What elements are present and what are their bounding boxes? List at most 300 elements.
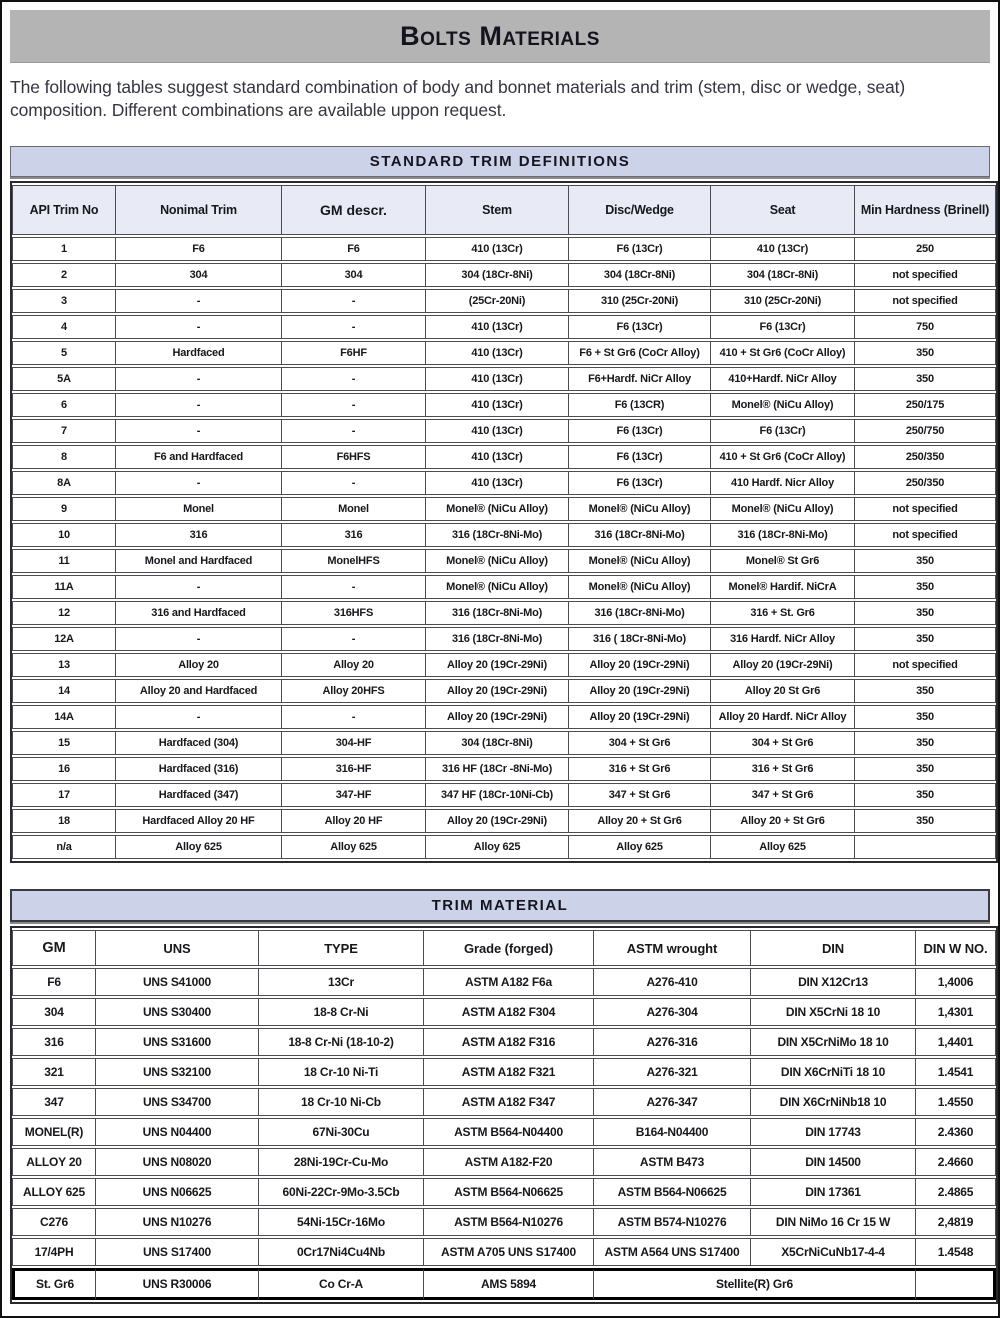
table-cell: 60Ni-22Cr-9Mo-3.5Cb	[259, 1178, 424, 1206]
table-cell: UNS S34700	[96, 1088, 259, 1116]
table-row	[12, 1208, 996, 1236]
table-cell: 13	[12, 653, 116, 677]
table-cell: Alloy 20 (19Cr-29Ni)	[426, 809, 569, 833]
table-cell: not specified	[855, 289, 996, 313]
table-row	[12, 341, 996, 365]
table-cell: Monel® (NiCu Alloy)	[426, 549, 569, 573]
table-cell: Alloy 625	[711, 835, 855, 859]
table-cell: DIN X5CrNi 18 10	[751, 998, 916, 1026]
table-cell: 304 + St Gr6	[569, 731, 711, 755]
table-cell: 12A	[12, 627, 116, 651]
table-cell: UNS N06625	[96, 1178, 259, 1206]
table-cell: F6	[116, 237, 282, 261]
table-cell: ASTM A705 UNS S17400	[424, 1238, 594, 1266]
table-cell: UNS S30400	[96, 998, 259, 1026]
table-cell: UNS S31600	[96, 1028, 259, 1056]
table-cell: Monel® (NiCu Alloy)	[711, 393, 855, 417]
table-cell: Stellite(R) Gr6	[594, 1268, 916, 1300]
table-cell: 350	[855, 627, 996, 651]
table-cell: F6HFS	[282, 445, 426, 469]
table-cell: 3	[12, 289, 116, 313]
table-cell: St. Gr6	[12, 1268, 96, 1300]
column-header: Grade (forged)	[424, 930, 594, 966]
table-cell: 2,4819	[916, 1208, 996, 1236]
standard-trim-table	[10, 181, 998, 863]
table-cell: MONEL(R)	[12, 1118, 96, 1146]
table-cell: 67Ni-30Cu	[259, 1118, 424, 1146]
table-cell: F6	[12, 968, 96, 996]
table-cell: 18 Cr-10 Ni-Cb	[259, 1088, 424, 1116]
table-cell: 304	[116, 263, 282, 287]
column-header: Disc/Wedge	[569, 185, 711, 235]
table-cell: Alloy 625	[569, 835, 711, 859]
table-row	[12, 315, 996, 339]
table-cell: Monel® (NiCu Alloy)	[569, 497, 711, 521]
table-cell: 9	[12, 497, 116, 521]
table-cell: Alloy 20 St Gr6	[711, 679, 855, 703]
table-cell: ASTM B564-N06625	[424, 1178, 594, 1206]
table-row	[12, 1028, 996, 1056]
table-cell: UNS N04400	[96, 1118, 259, 1146]
table-cell: A276-410	[594, 968, 751, 996]
table-cell: not specified	[855, 523, 996, 547]
table-cell: 347	[12, 1088, 96, 1116]
table-cell: 410+Hardf. NiCr Alloy	[711, 367, 855, 391]
table-cell: -	[116, 419, 282, 443]
table-cell: A276-347	[594, 1088, 751, 1116]
intro-paragraph: The following tables suggest standard combination of body and bonnet materials and trim (stem, disc or wedge, seat) composition. Different combinations are available uppon request.	[10, 77, 906, 121]
table-cell: F6+Hardf. NiCr Alloy	[569, 367, 711, 391]
standard-trim-title-band	[10, 146, 990, 177]
table-row	[12, 1118, 996, 1146]
table-cell: DIN X6CrNiNb18 10	[751, 1088, 916, 1116]
table-cell: F6 and Hardfaced	[116, 445, 282, 469]
table-row	[12, 1058, 996, 1086]
table-cell: 5A	[12, 367, 116, 391]
table-cell: Alloy 625	[282, 835, 426, 859]
table-cell: UNS R30006	[96, 1268, 259, 1300]
table-cell: 410 (13Cr)	[426, 471, 569, 495]
table-cell: 347 HF (18Cr-10Ni-Cb)	[426, 783, 569, 807]
standard-trim-table-header	[12, 185, 996, 235]
table-cell: -	[282, 289, 426, 313]
table-cell: Alloy 20HFS	[282, 679, 426, 703]
table-cell: 316 (18Cr-8Ni-Mo)	[569, 601, 711, 625]
table-cell: F6 (13CR)	[569, 393, 711, 417]
table-cell: 410 + St Gr6 (CoCr Alloy)	[711, 341, 855, 365]
table-cell: Monel® (NiCu Alloy)	[711, 497, 855, 521]
table-cell: DIN 14500	[751, 1148, 916, 1176]
table-row	[12, 575, 996, 599]
table-cell: 316HFS	[282, 601, 426, 625]
table-cell: 1	[12, 237, 116, 261]
table-cell: 304	[12, 998, 96, 1026]
table-row	[12, 601, 996, 625]
table-cell: 316 (18Cr-8Ni-Mo)	[569, 523, 711, 547]
table-cell: -	[282, 315, 426, 339]
table-cell: Hardfaced Alloy 20 HF	[116, 809, 282, 833]
table-cell: -	[282, 705, 426, 729]
table-cell: 316 (18Cr-8Ni-Mo)	[426, 601, 569, 625]
table-cell: 250/350	[855, 445, 996, 469]
table-cell: 304 (18Cr-8Ni)	[711, 263, 855, 287]
table-cell: -	[282, 393, 426, 417]
table-row	[12, 1238, 996, 1266]
table-cell: 304 (18Cr-8Ni)	[569, 263, 711, 287]
table-cell	[916, 1268, 996, 1300]
table-cell: Monel and Hardfaced	[116, 549, 282, 573]
table-row	[12, 627, 996, 651]
table-cell: 350	[855, 341, 996, 365]
table-cell: A276-321	[594, 1058, 751, 1086]
table-cell: 1,4301	[916, 998, 996, 1026]
table-cell: 18-8 Cr-Ni (18-10-2)	[259, 1028, 424, 1056]
table-cell: 410 (13Cr)	[426, 419, 569, 443]
table-cell: 5	[12, 341, 116, 365]
table-cell: Alloy 20 + St Gr6	[569, 809, 711, 833]
column-header: ASTM wrought	[594, 930, 751, 966]
table-cell: -	[116, 289, 282, 313]
table-cell: ASTM A182 F347	[424, 1088, 594, 1116]
table-cell: Hardfaced (316)	[116, 757, 282, 781]
table-cell: 316 ( 18Cr-8Ni-Mo)	[569, 627, 711, 651]
table-cell: DIN NiMo 16 Cr 15 W	[751, 1208, 916, 1236]
table-row	[12, 679, 996, 703]
table-row	[12, 705, 996, 729]
table-cell: 18	[12, 809, 116, 833]
table-row	[12, 393, 996, 417]
header-row	[12, 185, 996, 235]
table-cell: F6 + St Gr6 (CoCr Alloy)	[569, 341, 711, 365]
table-cell: UNS S17400	[96, 1238, 259, 1266]
table-cell: 410 (13Cr)	[711, 237, 855, 261]
table-row	[12, 263, 996, 287]
table-cell: 316 + St. Gr6	[711, 601, 855, 625]
table-cell: A276-304	[594, 998, 751, 1026]
table-cell: 347-HF	[282, 783, 426, 807]
table-cell: Alloy 20 (19Cr-29Ni)	[569, 653, 711, 677]
table-cell: 347 + St Gr6	[569, 783, 711, 807]
trim-material-title: TRIM MATERIAL	[431, 897, 569, 915]
table-row	[12, 731, 996, 755]
table-cell: DIN X12Cr13	[751, 968, 916, 996]
table-cell: n/a	[12, 835, 116, 859]
trim-material-table	[10, 926, 998, 1304]
table-cell: -	[282, 627, 426, 651]
table-cell: ALLOY 625	[12, 1178, 96, 1206]
table-row	[12, 367, 996, 391]
table-row	[12, 471, 996, 495]
table-cell: 14A	[12, 705, 116, 729]
page-title: Bolts Materials	[400, 20, 600, 51]
table-cell: not specified	[855, 497, 996, 521]
table-row	[12, 757, 996, 781]
table-cell: 1.4548	[916, 1238, 996, 1266]
table-cell: 18 Cr-10 Ni-Ti	[259, 1058, 424, 1086]
table-cell: 1.4550	[916, 1088, 996, 1116]
table-cell: Hardfaced (304)	[116, 731, 282, 755]
table-cell: Alloy 625	[116, 835, 282, 859]
table-cell: 1.4541	[916, 1058, 996, 1086]
table-row	[12, 968, 996, 996]
table-cell: 316 Hardf. NiCr Alloy	[711, 627, 855, 651]
table-cell: 304-HF	[282, 731, 426, 755]
table-cell: Hardfaced	[116, 341, 282, 365]
table-cell: 350	[855, 783, 996, 807]
table-cell: 316 (18Cr-8Ni-Mo)	[426, 523, 569, 547]
table-cell: 410 (13Cr)	[426, 445, 569, 469]
table-cell: 2.4360	[916, 1118, 996, 1146]
table-row	[12, 497, 996, 521]
table-cell: 350	[855, 367, 996, 391]
table-cell: 18-8 Cr-Ni	[259, 998, 424, 1026]
column-header: Stem	[426, 185, 569, 235]
table-cell: (25Cr-20Ni)	[426, 289, 569, 313]
table-cell: not specified	[855, 653, 996, 677]
table-cell: 14	[12, 679, 116, 703]
table-row	[12, 549, 996, 573]
table-cell: UNS S41000	[96, 968, 259, 996]
table-cell: Co Cr-A	[259, 1268, 424, 1300]
table-cell: 410 (13Cr)	[426, 315, 569, 339]
table-cell: 350	[855, 679, 996, 703]
table-cell: C276	[12, 1208, 96, 1236]
table-cell: 410 (13Cr)	[426, 367, 569, 391]
table-cell: -	[282, 471, 426, 495]
trim-material-table-body	[12, 968, 996, 1300]
table-cell: Monel® St Gr6	[711, 549, 855, 573]
table-cell: UNS S32100	[96, 1058, 259, 1086]
table-cell: 250/175	[855, 393, 996, 417]
table-cell: 316	[12, 1028, 96, 1056]
table-cell: 310 (25Cr-20Ni)	[569, 289, 711, 313]
table-cell: 304 (18Cr-8Ni)	[426, 263, 569, 287]
table-cell: -	[116, 393, 282, 417]
table-cell: ASTM B564-N10276	[424, 1208, 594, 1236]
table-cell: 750	[855, 315, 996, 339]
table-cell: 12	[12, 601, 116, 625]
table-cell: 316-HF	[282, 757, 426, 781]
column-header: DIN	[751, 930, 916, 966]
standard-trim-title: STANDARD TRIM DEFINITIONS	[369, 153, 631, 171]
table-cell: not specified	[855, 263, 996, 287]
table-cell: 1,4401	[916, 1028, 996, 1056]
table-cell: Alloy 625	[426, 835, 569, 859]
document-page	[2, 2, 998, 1312]
table-cell: 310 (25Cr-20Ni)	[711, 289, 855, 313]
table-cell: 10	[12, 523, 116, 547]
table-cell: 11	[12, 549, 116, 573]
table-cell: Monel® Hardif. NiCrA	[711, 575, 855, 599]
table-cell: Alloy 20 HF	[282, 809, 426, 833]
table-cell: Monel® (NiCu Alloy)	[426, 575, 569, 599]
table-row	[12, 653, 996, 677]
header-row	[12, 930, 996, 966]
table-cell: F6 (13Cr)	[569, 315, 711, 339]
column-header: API Trim No	[12, 185, 116, 235]
table-row	[12, 1268, 996, 1300]
table-cell: 250/750	[855, 419, 996, 443]
table-cell: F6 (13Cr)	[569, 445, 711, 469]
table-cell: Alloy 20 (19Cr-29Ni)	[711, 653, 855, 677]
standard-trim-table-body	[12, 237, 996, 859]
table-cell: 321	[12, 1058, 96, 1086]
table-row	[12, 1088, 996, 1116]
trim-material-title-band	[10, 889, 990, 922]
table-cell: 350	[855, 757, 996, 781]
table-row	[12, 445, 996, 469]
table-cell: -	[116, 315, 282, 339]
table-cell: Alloy 20 (19Cr-29Ni)	[569, 705, 711, 729]
table-row	[12, 835, 996, 859]
table-cell: Monel® (NiCu Alloy)	[426, 497, 569, 521]
column-header: DIN W NO.	[916, 930, 996, 966]
table-cell: 316 and Hardfaced	[116, 601, 282, 625]
table-row	[12, 419, 996, 443]
table-cell: 347 + St Gr6	[711, 783, 855, 807]
table-cell: Alloy 20 (19Cr-29Ni)	[426, 653, 569, 677]
table-row	[12, 998, 996, 1026]
table-cell: 350	[855, 705, 996, 729]
table-row	[12, 237, 996, 261]
table-cell: ASTM A182 F6a	[424, 968, 594, 996]
column-header: Nonimal Trim	[116, 185, 282, 235]
table-cell: 7	[12, 419, 116, 443]
table-cell: Alloy 20 (19Cr-29Ni)	[569, 679, 711, 703]
table-cell: -	[116, 471, 282, 495]
table-cell: Alloy 20 + St Gr6	[711, 809, 855, 833]
table-cell: ASTM A564 UNS S17400	[594, 1238, 751, 1266]
table-cell: DIN X6CrNiTi 18 10	[751, 1058, 916, 1086]
table-cell: 316 + St Gr6	[569, 757, 711, 781]
table-cell: ASTM B564-N06625	[594, 1178, 751, 1206]
table-cell: 410 (13Cr)	[426, 237, 569, 261]
table-cell: Monel® (NiCu Alloy)	[569, 549, 711, 573]
table-cell: 410 Hardf. Nicr Alloy	[711, 471, 855, 495]
page-title-banner	[10, 10, 990, 63]
table-cell: 250	[855, 237, 996, 261]
table-cell: X5CrNiCuNb17-4-4	[751, 1238, 916, 1266]
table-cell: MonelHFS	[282, 549, 426, 573]
column-header: Min Hardness (Brinell)	[855, 185, 996, 235]
table-cell: 6	[12, 393, 116, 417]
table-cell: 250/350	[855, 471, 996, 495]
table-cell: ALLOY 20	[12, 1148, 96, 1176]
table-cell: F6 (13Cr)	[569, 419, 711, 443]
table-cell: -	[282, 419, 426, 443]
table-cell: 316	[116, 523, 282, 547]
table-cell: 15	[12, 731, 116, 755]
table-cell: F6	[282, 237, 426, 261]
table-cell: 2.4865	[916, 1178, 996, 1206]
table-row	[12, 1178, 996, 1206]
table-row	[12, 783, 996, 807]
table-cell: 410 (13Cr)	[426, 341, 569, 365]
table-cell: 1,4006	[916, 968, 996, 996]
column-header: GM	[12, 930, 96, 966]
table-cell: 410 + St Gr6 (CoCr Alloy)	[711, 445, 855, 469]
table-row	[12, 289, 996, 313]
table-row	[12, 523, 996, 547]
table-row	[12, 1148, 996, 1176]
table-cell: 0Cr17Ni4Cu4Nb	[259, 1238, 424, 1266]
table-cell: -	[116, 705, 282, 729]
table-cell: -	[116, 627, 282, 651]
table-cell: UNS N08020	[96, 1148, 259, 1176]
table-cell: F6HF	[282, 341, 426, 365]
table-cell: Monel® (NiCu Alloy)	[569, 575, 711, 599]
table-cell: 350	[855, 575, 996, 599]
table-cell: 350	[855, 731, 996, 755]
column-header: UNS	[96, 930, 259, 966]
table-cell: Monel	[116, 497, 282, 521]
table-cell: 350	[855, 809, 996, 833]
table-cell: 316 HF (18Cr -8Ni-Mo)	[426, 757, 569, 781]
table-cell: -	[116, 367, 282, 391]
table-cell: 350	[855, 549, 996, 573]
table-cell: ASTM A182 F304	[424, 998, 594, 1026]
table-cell: ASTM B473	[594, 1148, 751, 1176]
table-cell: Alloy 20 Hardf. NiCr Alloy	[711, 705, 855, 729]
table-cell: F6 (13Cr)	[711, 315, 855, 339]
table-cell: 410 (13Cr)	[426, 393, 569, 417]
table-cell: -	[282, 367, 426, 391]
table-cell: F6 (13Cr)	[569, 237, 711, 261]
table-cell: 13Cr	[259, 968, 424, 996]
table-cell: Hardfaced (347)	[116, 783, 282, 807]
table-cell: -	[116, 575, 282, 599]
table-cell: Alloy 20 (19Cr-29Ni)	[426, 705, 569, 729]
table-cell: Alloy 20	[282, 653, 426, 677]
table-cell: 16	[12, 757, 116, 781]
table-cell: 2	[12, 263, 116, 287]
table-cell: ASTM A182-F20	[424, 1148, 594, 1176]
table-cell: ASTM B564-N04400	[424, 1118, 594, 1146]
table-cell: Alloy 20	[116, 653, 282, 677]
table-cell: 4	[12, 315, 116, 339]
table-cell: 2.4660	[916, 1148, 996, 1176]
table-cell: F6 (13Cr)	[711, 419, 855, 443]
table-row	[12, 809, 996, 833]
column-header: TYPE	[259, 930, 424, 966]
table-cell: 316 (18Cr-8Ni-Mo)	[426, 627, 569, 651]
table-cell: 17/4PH	[12, 1238, 96, 1266]
table-cell: UNS N10276	[96, 1208, 259, 1236]
table-cell: 28Ni-19Cr-Cu-Mo	[259, 1148, 424, 1176]
table-cell: Alloy 20 (19Cr-29Ni)	[426, 679, 569, 703]
table-cell: AMS 5894	[424, 1268, 594, 1300]
table-cell: 8A	[12, 471, 116, 495]
column-header: GM descr.	[282, 185, 426, 235]
table-cell: 11A	[12, 575, 116, 599]
table-cell: 17	[12, 783, 116, 807]
table-cell: 316 (18Cr-8Ni-Mo)	[711, 523, 855, 547]
table-cell: 350	[855, 601, 996, 625]
table-cell: 304	[282, 263, 426, 287]
table-cell: ASTM B574-N10276	[594, 1208, 751, 1236]
table-cell: -	[282, 575, 426, 599]
table-cell: Alloy 20 and Hardfaced	[116, 679, 282, 703]
table-cell: 304 + St Gr6	[711, 731, 855, 755]
table-cell: 304 (18Cr-8Ni)	[426, 731, 569, 755]
table-cell: Monel	[282, 497, 426, 521]
table-cell: B164-N04400	[594, 1118, 751, 1146]
table-cell: 316 + St Gr6	[711, 757, 855, 781]
table-cell: 54Ni-15Cr-16Mo	[259, 1208, 424, 1236]
trim-material-table-header	[12, 930, 996, 966]
table-cell	[855, 835, 996, 859]
table-cell: DIN 17361	[751, 1178, 916, 1206]
